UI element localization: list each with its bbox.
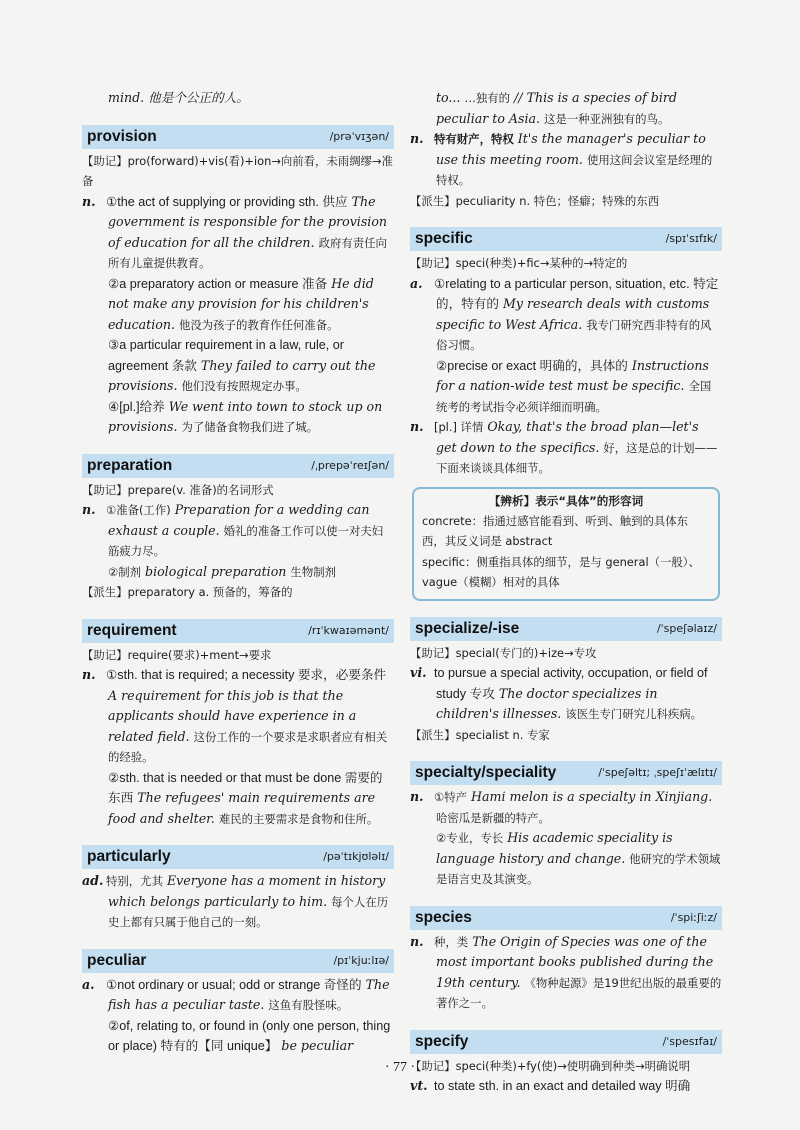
example-en: biological preparation xyxy=(145,563,287,579)
phonetic-particularly: /pəˈtɪkjʊləlɪ/ xyxy=(323,850,389,863)
example-zh: 该医生专门研究儿科疾病。 xyxy=(565,707,703,721)
example-en: The Origin of Species was one of the most important books published during the 19th century. xyxy=(436,933,714,990)
phonetic-peculiar: /pɪˈkjuːlɪə/ xyxy=(333,953,389,967)
headword-bar-requirement xyxy=(82,619,394,643)
headword-species: species xyxy=(415,908,472,926)
example-en: My research deals with customs specific to West Africa. xyxy=(436,296,710,332)
pos-label: a. xyxy=(410,275,423,291)
headword-bar-preparation xyxy=(82,454,394,478)
sense-peculiar-2 xyxy=(82,1016,394,1057)
example-zh: 难民的主要需求是食物和住所。 xyxy=(218,811,379,826)
pos-label: n. xyxy=(410,933,424,949)
phonetic-specialize: /ˈspeʃəlaɪz/ xyxy=(656,621,717,635)
pos-label: ad. xyxy=(82,873,104,888)
headword-specific: specific xyxy=(415,230,473,247)
definition: ②专业，专长 xyxy=(436,831,504,845)
definition: ②制剂 xyxy=(108,564,141,579)
headword-peculiar: peculiar xyxy=(87,951,147,969)
example-zh: 他没为孩子的教育作任何准备。 xyxy=(179,317,339,332)
definition: ①特产 xyxy=(434,790,467,804)
headword-bar-specify xyxy=(410,1030,722,1054)
sense-particularly-1 xyxy=(82,871,394,933)
mnemonic-requirement: 【助记】require(要求)+ment→要求 xyxy=(82,647,272,662)
phonetic-preparation: /ˌprepəˈreɪʃən/ xyxy=(311,458,389,472)
sense-specialty-2 xyxy=(410,828,722,890)
sense-preparation-1 xyxy=(82,500,394,562)
headword-preparation: preparation xyxy=(87,456,173,474)
pos-label: n. xyxy=(82,667,96,682)
usage-note-concrete: concrete：指通过感官能看到、听到、触到的具体东西，其反义词是 abstract xyxy=(422,513,689,548)
pos-label: vt. xyxy=(410,1078,428,1093)
definition: to pursue a special activity, occupation, or field of study 专攻 xyxy=(434,666,708,701)
usage-note-title: 【辨析】表示“具体”的形容词 xyxy=(488,493,644,508)
definition: 特别，尤其 xyxy=(106,874,163,888)
example-zh: 婚礼的准备工作可以使一对夫妇筋疲力尽。 xyxy=(108,523,384,558)
pos-label: n. xyxy=(82,193,96,209)
example-en: This is a species of bird peculiar to Asia. xyxy=(436,90,677,126)
example-zh: 政府有责任向所有儿童提供教育。 xyxy=(108,235,387,270)
headword-provision: provision xyxy=(87,127,157,145)
example-en: The refugees' main requirements are food and shelter. xyxy=(108,790,376,826)
headword-particularly: particularly xyxy=(87,848,171,865)
headword-bar-specialty xyxy=(410,761,722,785)
example-en: to... xyxy=(436,90,461,105)
example-en: The fish has a peculiar taste. xyxy=(108,976,390,1012)
sense-specific-2 xyxy=(410,356,722,418)
example-en: Okay, that's the broad plan—let's get down to the specifics. xyxy=(436,419,699,455)
sense-specialty-1 xyxy=(410,787,722,828)
sense-specialize-1 xyxy=(410,663,722,725)
derived-peculiar: 【派生】peculiarity n. 特色；怪癖；特殊的东西 xyxy=(410,193,660,208)
sense-requirement-1 xyxy=(82,665,394,768)
example-zh: 哈密瓜是新疆的特产。 xyxy=(436,810,550,825)
definition: ①准备(工作) xyxy=(106,503,171,517)
example-zh: 每个人在历史上都有只属于他自己的一刻。 xyxy=(108,894,389,929)
example-zh: 好，这是总的计划——下面来谈谈具体细节。 xyxy=(436,440,718,475)
definition: [pl.] 详情 xyxy=(434,420,484,434)
continued-peculiar xyxy=(410,88,722,129)
sense-requirement-2 xyxy=(82,768,394,830)
definition: 特有财产，特权 xyxy=(434,132,514,146)
headword-requirement: requirement xyxy=(87,621,177,639)
headword-specify: specify xyxy=(415,1032,469,1050)
example-zh: 生物制剂 xyxy=(290,564,336,579)
example-en: Instructions for a nation-wide test must be specific. xyxy=(436,357,709,393)
phonetic-species: /ˈspiːʃiːz/ xyxy=(670,910,717,924)
pos-label: n. xyxy=(82,502,96,517)
definition: ②a preparatory action or measure 准备 xyxy=(108,276,328,291)
example-zh: 我专门研究西非特有的风俗习惯。 xyxy=(436,317,712,352)
example-en: It's the manager's peculiar to use this meeting room. xyxy=(436,131,706,167)
example-zh: 为了储备食物我们进了城。 xyxy=(181,420,319,434)
pos-label: a. xyxy=(82,976,95,992)
pos-label: vi. xyxy=(410,665,427,680)
mnemonic-specialize: 【助记】special(专门的)+ize→专攻 xyxy=(410,645,597,660)
phonetic-specialty: /ˈspeʃəltɪ; ˌspeʃɪˈælɪtɪ/ xyxy=(598,766,717,779)
definition: ④[pl.]给养 xyxy=(108,399,165,414)
example-en: They failed to carry out the provisions. xyxy=(108,357,376,393)
definition: 种，类 xyxy=(434,934,469,949)
example-en: The government is responsible for the provision of education for all the children. xyxy=(108,193,388,250)
definition: ②sth. that is needed or that must be done 需要的东西 xyxy=(108,770,383,805)
definition: ②of, relating to, or found in (only one person, thing or place) 特有的【同 unique】 xyxy=(108,1018,391,1053)
separator: // xyxy=(514,90,523,105)
usage-note-specific: specific：侧重指具体的细节，是与 general（一般）、vague（模糊）相对的具体 xyxy=(422,554,700,589)
continued-text: mind. 他是个公正的人。 xyxy=(108,90,249,105)
phonetic-specific: /spɪˈsɪfɪk/ xyxy=(665,232,717,245)
sense-provision-2 xyxy=(82,274,394,336)
example-zh: 他研究的学术领域是语言史及其演变。 xyxy=(436,851,721,886)
example-zh: 这鱼有股怪味。 xyxy=(268,998,349,1012)
example-en: The doctor specializes in children's illnesses. xyxy=(436,685,658,721)
headword-bar-peculiar xyxy=(82,949,394,973)
headword-bar-specific xyxy=(410,227,722,251)
mnemonic-specify: 【助记】speci(种类)+fy(使)→使明确到种类→明确说明 xyxy=(410,1058,691,1073)
definition: ②precise or exact 明确的，具体的 xyxy=(436,358,628,373)
headword-bar-species xyxy=(410,906,722,930)
mnemonic-specific: 【助记】speci(种类)+fic→某种的→特定的 xyxy=(410,256,628,270)
sense-peculiar-3 xyxy=(410,129,722,191)
example-zh: 《物种起源》是19世纪出版的最重要的著作之一。 xyxy=(436,975,722,1010)
sense-specific-1 xyxy=(410,274,722,356)
continued-example xyxy=(82,88,394,109)
left-column xyxy=(82,88,394,1057)
sense-preparation-2 xyxy=(82,562,394,583)
example-zh: 他们没有按照规定办事。 xyxy=(181,379,307,393)
example-en: We went into town to stock up on provisions. xyxy=(108,398,383,434)
sense-provision-3 xyxy=(82,335,394,397)
derived-specialize: 【派生】specialist n. 专家 xyxy=(410,727,550,742)
phonetic-requirement: /rɪˈkwaɪəmənt/ xyxy=(308,623,389,637)
sense-peculiar-1 xyxy=(82,975,394,1016)
pos-label: n. xyxy=(410,789,424,804)
example-en: Preparation for a wedding can exhaust a couple. xyxy=(108,502,370,538)
example-en: His academic speciality is language history and change. xyxy=(436,830,673,866)
example-zh: 这是一种亚洲独有的鸟。 xyxy=(544,111,670,126)
pos-label: n. xyxy=(410,131,424,146)
definition: ③a particular requirement in a law, rule, or agreement 条款 xyxy=(108,338,344,373)
example-en: A requirement for this job is that the applicants should have experience in a related field. xyxy=(108,687,357,744)
example-zh: 使用这间会议室是经理的特权。 xyxy=(436,152,713,187)
right-column xyxy=(410,88,722,1097)
headword-bar-specialize xyxy=(410,617,722,641)
sense-specific-3 xyxy=(410,417,722,479)
headword-specialize: specialize/-ise xyxy=(415,619,520,637)
definition: to state sth. in an exact and detailed way 明确 xyxy=(434,1079,691,1093)
sense-species-1 xyxy=(410,932,722,1014)
phonetic-provision: /prəˈvɪʒən/ xyxy=(329,129,389,143)
example-en: He did not make any provision for his children's education. xyxy=(108,275,374,332)
definition: ①relating to a particular person, situation, etc. 特定的，特有的 xyxy=(434,276,719,311)
example-en: Hami melon is a specialty in Xinjiang. xyxy=(471,789,713,804)
headword-specialty: specialty/speciality xyxy=(415,764,557,781)
example-zh: …独有的 xyxy=(464,91,511,105)
pos-label: n. xyxy=(410,419,424,434)
headword-bar-provision xyxy=(82,125,394,149)
phonetic-specify: /ˈspesɪfaɪ/ xyxy=(662,1034,717,1048)
example-zh: 全国统考的考试指令必须详细而明确。 xyxy=(436,379,712,414)
example-zh: 这份工作的一个要求是求职者应有相关的经验。 xyxy=(108,729,388,764)
definition: ①the act of supplying or providing sth. 供应 xyxy=(106,194,348,209)
sense-provision-1 xyxy=(82,192,394,274)
page-number: · 77 · xyxy=(384,1060,416,1075)
sense-specify-1 xyxy=(410,1076,722,1097)
definition: ①not ordinary or usual; odd or strange 奇怪的 xyxy=(106,977,362,992)
example-en: Everyone has a moment in history which belongs particularly to him. xyxy=(108,873,386,909)
sense-provision-4 xyxy=(82,397,394,438)
derived-preparation: 【派生】preparatory a. 预备的，筹备的 xyxy=(82,585,293,599)
headword-bar-particularly xyxy=(82,845,394,869)
mnemonic-preparation: 【助记】prepare(v. 准备)的名词形式 xyxy=(82,482,274,497)
mnemonic-provision: 【助记】pro(forward)+vis(看)+ion→向前看，未雨绸缪→准备 xyxy=(82,153,393,188)
usage-note-box xyxy=(412,487,720,601)
example-en: be peculiar xyxy=(281,1038,354,1053)
definition: ①sth. that is required; a necessity 要求，必要条件 xyxy=(106,668,387,682)
